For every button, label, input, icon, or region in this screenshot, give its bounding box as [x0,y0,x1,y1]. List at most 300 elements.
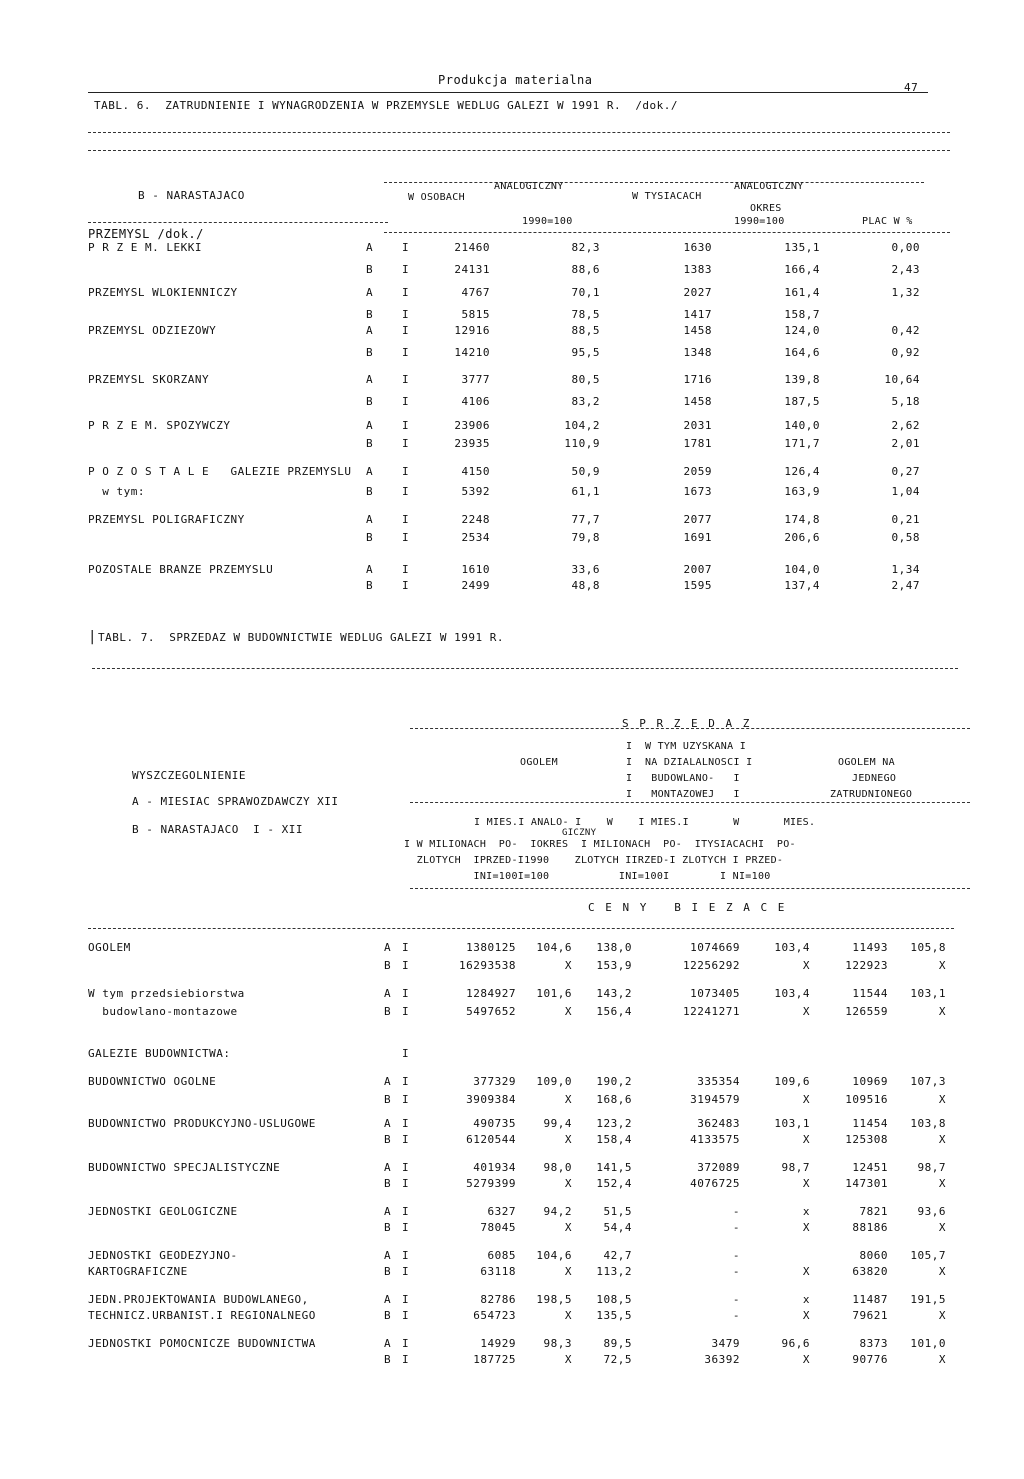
table7-cell-prev-month-2: 98,7 [781,1161,810,1174]
table7-row-ab: B [384,1265,392,1278]
table6-row-label: w tym: [88,485,145,498]
column-separator: I [402,563,410,576]
table7-head-ogolem: OGOLEM [520,757,558,768]
column-separator: I [402,241,410,254]
table7-cell-construction-sales: 12241271 [683,1005,740,1018]
table6-cell-percent: 0,00 [891,241,920,254]
table7-row-ab: B [384,1221,392,1234]
table7-cell-prev-month: 99,4 [543,1117,572,1130]
table7-head-sub3: ZLOTYCH IPRZED-I1990 ZLOTYCH IIRZED-I ZLOTYCH I PRZED- [404,855,784,866]
table6-cell-employment-index: 80,5 [571,373,600,386]
table7-cell-per-employee: 8373 [859,1337,888,1350]
rule [410,802,970,803]
table6-cell-employment-index: 88,6 [571,263,600,276]
table6-cell-wage-index: 171,7 [784,437,820,450]
table7-cell-prev-month-3: 105,7 [910,1249,946,1262]
column-separator: I [402,1265,410,1278]
table7-cell-sales: 14929 [480,1337,516,1350]
table6-cell-employment: 5815 [461,308,490,321]
table7-cell-construction-sales: - [732,1293,740,1306]
table7-cell-prev-month-2: X [802,1005,810,1018]
table6-cell-wage: 1673 [683,485,712,498]
table6-head-col5c: 1990=100 [734,216,785,227]
table7-cell-sales: 654723 [473,1309,516,1322]
table7-cell-construction-sales: - [732,1249,740,1262]
table6-cell-wage-index: 187,5 [784,395,820,408]
table6-row-ab: A [366,465,374,478]
running-head: Produkcja materialna [438,73,593,87]
table7-cell-prev-month-3: 191,5 [910,1293,946,1306]
table7-cell-prev-month-2: X [802,959,810,972]
table6-cell-wage: 2031 [683,419,712,432]
table7-cell-prev-month: X [564,1309,572,1322]
table6-cell-wage-index: 137,4 [784,579,820,592]
table7-cell-prev-month-3: X [938,1265,946,1278]
table7-row-label: JEDNOSTKI GEODEZYJNO- [88,1249,238,1262]
table7-cell-index-1990: 113,2 [596,1265,632,1278]
table6-cell-percent: 5,18 [891,395,920,408]
table7-cell-index-1990: 141,5 [596,1161,632,1174]
page-number: 47 [904,81,919,94]
table7-cell-index-1990: 168,6 [596,1093,632,1106]
column-separator: I [402,1047,410,1060]
table7-cell-construction-sales: 362483 [697,1117,740,1130]
table7-cell-prev-month: 104,6 [536,941,572,954]
table7-cell-prev-month-3: X [938,1309,946,1322]
table7-cell-per-employee: 79621 [852,1309,888,1322]
table6-row-label: PRZEMYSL ODZIEZOWY [88,324,217,337]
table6-row-ab: B [366,395,374,408]
table7-cell-sales: 5279399 [466,1177,516,1190]
table6-row-ab: A [366,513,374,526]
rule [88,928,954,929]
table7-cell-sales: 63118 [480,1265,516,1278]
table6-head-col2: ANALOGICZNY [494,181,564,192]
table6-cell-employment-index: 50,9 [571,465,600,478]
table6-cell-wage-index: 161,4 [784,286,820,299]
column-separator: I [402,1075,410,1088]
column-separator: I [402,485,410,498]
table7-cell-index-1990: 72,5 [603,1353,632,1366]
table6-head-col3: 1990=100 [522,216,573,227]
table6-cell-wage: 2059 [683,465,712,478]
table7-cell-prev-month-2: X [802,1309,810,1322]
table6-cell-wage-index: 158,7 [784,308,820,321]
table6-row-ab: A [366,419,374,432]
table7-cell-prev-month-3: 98,7 [917,1161,946,1174]
table6-cell-percent: 0,27 [891,465,920,478]
table6-head-col5b: OKRES [750,203,782,214]
table6-cell-wage: 1630 [683,241,712,254]
table6-cell-employment: 23935 [454,437,490,450]
table6-cell-employment: 4150 [461,465,490,478]
table6-cell-employment-index: 78,5 [571,308,600,321]
table7-cell-prev-month-2: X [802,1353,810,1366]
table6-row-ab: B [366,346,374,359]
table7-cell-construction-sales: 4076725 [690,1177,740,1190]
table7-head-sub1: I MIES.I ANALO- I W I MIES.I W MIES. [474,817,816,828]
table7-cell-prev-month: 98,0 [543,1161,572,1174]
table6-cell-employment: 12916 [454,324,490,337]
table6-cell-wage-index: 140,0 [784,419,820,432]
table7-head-ogna3: ZATRUDNIONEGO [830,789,913,800]
table7-cell-prev-month-3: 105,8 [910,941,946,954]
column-separator: I [402,1205,410,1218]
table7-cell-prev-month-2: 109,6 [774,1075,810,1088]
table6-row-ab: B [366,579,374,592]
table7-head-ogna2: JEDNEGO [852,773,897,784]
table6-cell-percent: 0,21 [891,513,920,526]
table7-cell-sales: 82786 [480,1293,516,1306]
table6-title: TABL. 6. ZATRUDNIENIE I WYNAGRODZENIA W PRZEMYSLE WEDLUG GALEZI W 1991 R. /dok./ [94,99,679,112]
table7-row-ab: A [384,1161,392,1174]
table6-cell-employment-index: 33,6 [571,563,600,576]
table7-stub-line3: B - NARASTAJACO I - XII [132,823,303,836]
table7-row-label: JEDN.PROJEKTOWANIA BUDOWLANEGO, [88,1293,309,1306]
table6-cell-wage-index: 139,8 [784,373,820,386]
table6-cell-wage: 1348 [683,346,712,359]
column-separator: I [402,513,410,526]
table6-cell-wage: 1383 [683,263,712,276]
table7-cell-prev-month: X [564,1005,572,1018]
rule [88,132,950,133]
table7-row-ab: A [384,1205,392,1218]
table7-cell-index-1990: 108,5 [596,1293,632,1306]
table6-row-ab: A [366,563,374,576]
table7-cell-per-employee: 8060 [859,1249,888,1262]
table7-title-mark: | [88,629,97,645]
table7-cell-construction-sales: - [732,1221,740,1234]
table7-cell-prev-month-2: X [802,1177,810,1190]
table6-cell-wage-index: 166,4 [784,263,820,276]
table6-cell-employment: 21460 [454,241,490,254]
table7-row-ab: A [384,1293,392,1306]
table7-cell-construction-sales: 1073405 [690,987,740,1000]
table6-cell-employment-index: 83,2 [571,395,600,408]
table7-cell-prev-month-3: X [938,959,946,972]
column-separator: I [402,263,410,276]
table6-cell-employment-index: 70,1 [571,286,600,299]
table6-row-label: PRZEMYSL WLOKIENNICZY [88,286,238,299]
table7-cell-prev-month-3: 107,3 [910,1075,946,1088]
table6-head-col6: PLAC W % [862,216,913,227]
table6-row-label: PRZEMYSL POLIGRAFICZNY [88,513,245,526]
table7-head-ogna1: OGOLEM NA [838,757,895,768]
column-separator: I [402,1161,410,1174]
table7-cell-construction-sales: 12256292 [683,959,740,972]
column-separator: I [402,465,410,478]
table7-cell-sales: 3909384 [466,1093,516,1106]
table6-cell-wage: 1691 [683,531,712,544]
table6-cell-wage-index: 206,6 [784,531,820,544]
table6-cell-wage: 2077 [683,513,712,526]
table7-cell-sales: 6327 [487,1205,516,1218]
table7-cell-prev-month-3: 103,1 [910,987,946,1000]
table7-cell-prev-month-3: X [938,1353,946,1366]
column-separator: I [402,959,410,972]
table7-cell-construction-sales: 335354 [697,1075,740,1088]
rule [92,668,958,669]
table7-row-ab: B [384,1005,392,1018]
table6-cell-percent: 2,62 [891,419,920,432]
table7-row-label: BUDOWNICTWO OGOLNE [88,1075,217,1088]
table7-cell-prev-month-2: 103,1 [774,1117,810,1130]
table7-cell-per-employee: 63820 [852,1265,888,1278]
table7-cell-per-employee: 88186 [852,1221,888,1234]
rule [410,728,970,729]
table6-cell-wage-index: 164,6 [784,346,820,359]
table7-row-label: budowlano-montazowe [88,1005,238,1018]
column-separator: I [402,1309,410,1322]
table6-cell-employment-index: 77,7 [571,513,600,526]
table6-cell-employment: 24131 [454,263,490,276]
table7-cell-prev-month-2: X [802,1265,810,1278]
table6-cell-percent: 2,43 [891,263,920,276]
table7-cell-prev-month: 94,2 [543,1205,572,1218]
column-separator: I [402,987,410,1000]
table7-cell-prev-month: X [564,1133,572,1146]
table7-cell-prev-month: 101,6 [536,987,572,1000]
table6-cell-employment: 14210 [454,346,490,359]
table7-cell-index-1990: 156,4 [596,1005,632,1018]
table6-cell-wage: 1458 [683,395,712,408]
table6-cell-percent: 1,04 [891,485,920,498]
table7-cell-per-employee: 11493 [852,941,888,954]
table7-cell-prev-month-2: 96,6 [781,1337,810,1350]
table6-cell-percent: 0,42 [891,324,920,337]
table7-cell-index-1990: 138,0 [596,941,632,954]
table7-cell-sales: 1284927 [466,987,516,1000]
table7-cell-sales: 377329 [473,1075,516,1088]
table7-cell-construction-sales: - [732,1205,740,1218]
table6-cell-wage: 1458 [683,324,712,337]
table6-head-col4: W TYSIACACH [632,191,702,202]
table7-cell-prev-month: 104,6 [536,1249,572,1262]
table7-section-label: C E N Y B I E Z A C E [588,901,787,914]
table7-cell-index-1990: 123,2 [596,1117,632,1130]
column-separator: I [402,1353,410,1366]
table6-row-ab: B [366,308,374,321]
table6-cell-percent: 2,47 [891,579,920,592]
table7-cell-prev-month-3: X [938,1093,946,1106]
table6-cell-wage: 1716 [683,373,712,386]
rule [384,232,950,233]
table6-cell-employment: 5392 [461,485,490,498]
table6-cell-employment: 4767 [461,286,490,299]
table6-cell-percent: 10,64 [884,373,920,386]
table7-cell-prev-month: X [564,959,572,972]
table6-continued-label: PRZEMYSL /dok./ [88,227,204,241]
table7-head-sub4: INI=100I=100 INI=100I I NI=100 [404,871,771,882]
table6-row-ab: A [366,241,374,254]
table7-cell-prev-month-2: x [802,1205,810,1218]
table6-row-label: POZOSTALE BRANZE PRZEMYSLU [88,563,274,576]
table6-cell-employment-index: 61,1 [571,485,600,498]
table6-row-ab: B [366,437,374,450]
column-separator: I [402,1093,410,1106]
table7-cell-index-1990: 42,7 [603,1249,632,1262]
table7-header-main: S P R Z E D A Z [622,717,752,730]
table6-row-ab: A [366,324,374,337]
table7-cell-prev-month-2: X [802,1133,810,1146]
table7-cell-sales: 1380125 [466,941,516,954]
table7-cell-prev-month-3: 103,8 [910,1117,946,1130]
table7-head-wtym2: I NA DZIALALNOSCI I [626,757,753,768]
table7-head-sub1b: GICZNY [562,828,597,838]
table6-cell-wage-index: 135,1 [784,241,820,254]
table7-cell-per-employee: 90776 [852,1353,888,1366]
column-separator: I [402,941,410,954]
table7-cell-prev-month-2: X [802,1093,810,1106]
table6-cell-wage: 2007 [683,563,712,576]
table7-cell-prev-month-2: X [802,1221,810,1234]
column-separator: I [402,1293,410,1306]
table7-cell-index-1990: 89,5 [603,1337,632,1350]
table7-cell-prev-month: X [564,1353,572,1366]
table7-cell-prev-month-3: 101,0 [910,1337,946,1350]
column-separator: I [402,531,410,544]
table7-cell-prev-month: X [564,1093,572,1106]
table7-head-wtym4: I MONTAZOWEJ I [626,789,740,800]
column-separator: I [402,1177,410,1190]
column-separator: I [402,308,410,321]
column-separator: I [402,1221,410,1234]
table7-cell-index-1990: 51,5 [603,1205,632,1218]
column-separator: I [402,373,410,386]
table6-cell-employment: 23906 [454,419,490,432]
table7-cell-per-employee: 11544 [852,987,888,1000]
table7-cell-prev-month-3: 93,6 [917,1205,946,1218]
table7-cell-prev-month-3: X [938,1177,946,1190]
table7-cell-sales: 6085 [487,1249,516,1262]
table7-cell-prev-month: 109,0 [536,1075,572,1088]
table6-cell-wage-index: 174,8 [784,513,820,526]
table7-cell-construction-sales: - [732,1265,740,1278]
rule [384,182,924,183]
table7-cell-per-employee: 11487 [852,1293,888,1306]
table7-cell-prev-month-3: X [938,1221,946,1234]
column-separator: I [402,437,410,450]
table7-row-label: TECHNICZ.URBANIST.I REGIONALNEGO [88,1309,316,1322]
table7-cell-per-employee: 12451 [852,1161,888,1174]
table7-cell-per-employee: 10969 [852,1075,888,1088]
table7-head-wtym1: I W TYM UZYSKANA I [626,741,747,752]
table7-cell-construction-sales: 3194579 [690,1093,740,1106]
table7-stub-line1: WYSZCZEGOLNIENIE [132,769,246,782]
table7-row-ab: B [384,1093,392,1106]
table6-cell-percent: 0,92 [891,346,920,359]
table6-cell-employment: 2248 [461,513,490,526]
table7-row-label: JEDNOSTKI POMOCNICZE BUDOWNICTWA [88,1337,316,1350]
table6-cell-employment-index: 110,9 [564,437,600,450]
table7-head-sub2: I W MILIONACH PO- IOKRES I MILIONACH PO- ITYSIACACHI PO- [404,839,796,850]
table6-cell-employment-index: 79,8 [571,531,600,544]
table6-row-ab: A [366,286,374,299]
table6-cell-wage: 2027 [683,286,712,299]
table7-cell-index-1990: 54,4 [603,1221,632,1234]
table7-cell-per-employee: 125308 [845,1133,888,1146]
table6-row-ab: B [366,531,374,544]
table7-cell-prev-month-2: x [802,1293,810,1306]
table6-row-ab: A [366,373,374,386]
column-separator: I [402,286,410,299]
table7-cell-sales: 6120544 [466,1133,516,1146]
head-rule [88,92,928,93]
table7-row-label: W tym przedsiebiorstwa [88,987,245,1000]
column-separator: I [402,1117,410,1130]
table6-row-label: P R Z E M. SPOZYWCZY [88,419,231,432]
table6-cell-percent: 1,34 [891,563,920,576]
table7-cell-prev-month-2: 103,4 [774,941,810,954]
table7-row-ab: A [384,1075,392,1088]
table6-cell-wage-index: 126,4 [784,465,820,478]
table7-cell-index-1990: 135,5 [596,1309,632,1322]
table7-cell-per-employee: 7821 [859,1205,888,1218]
column-separator: I [402,1005,410,1018]
column-separator: I [402,395,410,408]
table6-cell-employment-index: 82,3 [571,241,600,254]
table6-cell-percent: 0,58 [891,531,920,544]
table6-cell-employment-index: 48,8 [571,579,600,592]
table7-cell-sales: 5497652 [466,1005,516,1018]
column-separator: I [402,324,410,337]
table7-stub-line2: A - MIESIAC SPRAWOZDAWCZY XII [132,795,339,808]
rule [88,150,950,151]
column-separator: I [402,346,410,359]
table7-row-label: KARTOGRAFICZNE [88,1265,188,1278]
rule [88,222,388,223]
table7-cell-sales: 16293538 [459,959,516,972]
table7-cell-index-1990: 158,4 [596,1133,632,1146]
table7-row-ab: A [384,987,392,1000]
table6-cell-employment: 3777 [461,373,490,386]
table7-row-ab: B [384,1353,392,1366]
table7-cell-sales: 78045 [480,1221,516,1234]
table7-cell-construction-sales: 372089 [697,1161,740,1174]
table6-row-ab: B [366,485,374,498]
rule [410,888,970,889]
table7-cell-prev-month: 98,3 [543,1337,572,1350]
table7-title: TABL. 7. SPRZEDAZ W BUDOWNICTWIE WEDLUG GALEZI W 1991 R. [98,631,504,644]
table6-row-label: PRZEMYSL SKORZANY [88,373,210,386]
table7-row-ab: B [384,1177,392,1190]
table6-cell-employment: 2499 [461,579,490,592]
table6-stub-label: B - NARASTAJACO [138,189,245,202]
table6-cell-employment-index: 88,5 [571,324,600,337]
table7-row-ab: A [384,1249,392,1262]
column-separator: I [402,1249,410,1262]
table7-cell-construction-sales: - [732,1309,740,1322]
table6-row-label: P R Z E M. LEKKI [88,241,202,254]
table6-row-label: P O Z O S T A L E GALEZIE PRZEMYSLU [88,465,352,478]
table6-cell-wage: 1781 [683,437,712,450]
table7-row-ab: A [384,1117,392,1130]
table7-cell-sales: 401934 [473,1161,516,1174]
table6-cell-wage-index: 124,0 [784,324,820,337]
table7-cell-prev-month: X [564,1221,572,1234]
table7-head-wtym3: I BUDOWLANO- I [626,773,740,784]
table6-cell-wage: 1595 [683,579,712,592]
column-separator: I [402,1133,410,1146]
table7-row-ab: B [384,1133,392,1146]
table7-row-label: JEDNOSTKI GEOLOGICZNE [88,1205,238,1218]
table7-row-label: OGOLEM [88,941,131,954]
table7-cell-prev-month-2: 103,4 [774,987,810,1000]
table7-cell-construction-sales: 3479 [711,1337,740,1350]
table7-cell-prev-month: 198,5 [536,1293,572,1306]
table6-cell-wage-index: 163,9 [784,485,820,498]
table7-cell-per-employee: 126559 [845,1005,888,1018]
